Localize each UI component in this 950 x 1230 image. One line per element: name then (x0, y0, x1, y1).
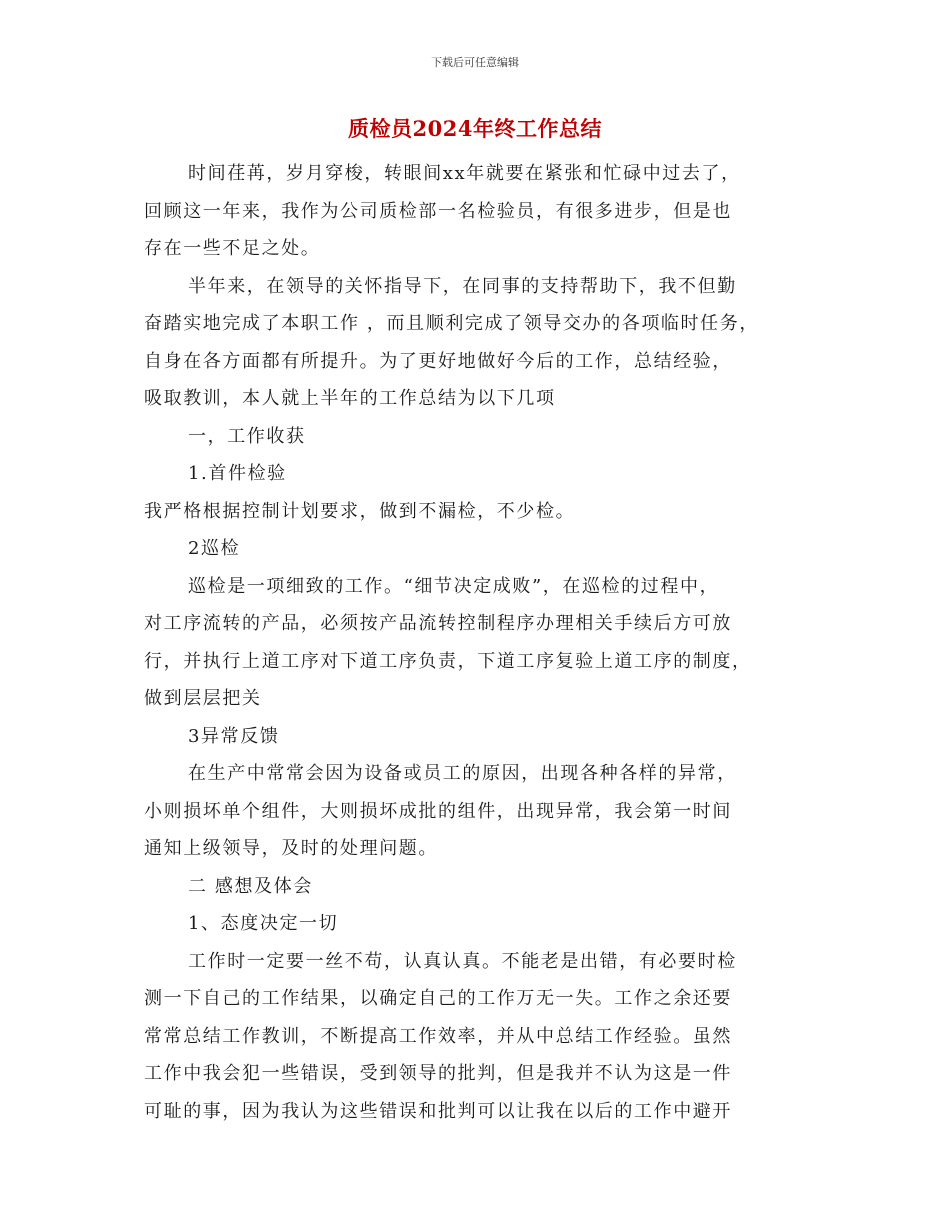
text-line: 行，并执行上道工序对下道工序负责，下道工序复验上道工序的制度， (144, 650, 752, 672)
text-line: 二 感想及体会 (188, 875, 313, 897)
text-line: 巡检是一项细致的工作。“细节决定成败”，在巡检的过程中， (188, 575, 720, 597)
text-line: 测一下自己的工作结果，以确定自己的工作万无一失。工作之余还要 (144, 988, 732, 1009)
text-line: 对工序流转的产品，必须按产品流转控制程序办理相关手续后方可放 (144, 613, 732, 634)
text-line: 通知上级领导，及时的处理问题。 (144, 838, 438, 859)
text-line: 工作时一定要一丝不苟，认真认真。不能老是出错，有必要时检 (188, 950, 737, 972)
text-line: 一，工作收获 (188, 425, 306, 447)
text-line: 存在一些不足之处。 (144, 238, 321, 259)
text-line: 吸取教训，本人就上半年的工作总结为以下几项 (144, 388, 556, 409)
text-line: 工作中我会犯一些错误，受到领导的批判，但是我并不认为这是一件 (144, 1063, 732, 1084)
text-line: 常常总结工作教训，不断提高工作效率，并从中总结工作经验。虽然 (144, 1025, 732, 1047)
document-body (144, 155, 814, 1130)
text-line: 自身在各方面都有所提升。为了更好地做好今后的工作，总结经验， (144, 350, 732, 372)
text-line: 奋踏实地完成了本职工作 ，而且顺利完成了领导交办的各项临时任务， (144, 313, 759, 334)
text-line: 做到层层把关 (144, 688, 262, 709)
text-line: 回顾这一年来，我作为公司质检部一名检验员，有很多进步，但是也 (144, 200, 732, 222)
text-line: 1、态度决定一切 (188, 913, 339, 934)
text-line: 可耻的事，因为我认为这些错误和批判可以让我在以后的工作中避开 (144, 1100, 732, 1122)
text-line: 3异常反馈 (188, 725, 280, 747)
text-line: 半年来，在领导的关怀指导下，在同事的支持帮助下，我不但勤 (188, 275, 737, 297)
text-line: 小则损坏单个组件，大则损坏成批的组件，出现异常，我会第一时间 (144, 800, 732, 822)
text-line: 2巡检 (188, 538, 241, 559)
text-line: 时间荏苒，岁月穿梭，转眼间xx年就要在紧张和忙碌中过去了， (188, 163, 741, 184)
document-title: 质检员2024年终工作总结 (348, 116, 602, 141)
text-line: 1.首件检验 (188, 463, 287, 484)
text-line: 在生产中常常会因为设备或员工的原因，出现各种各样的异常， (188, 763, 737, 784)
page-header: 下载后可任意编辑 (431, 56, 519, 69)
text-line: 我严格根据控制计划要求，做到不漏检，不少检。 (144, 500, 576, 522)
